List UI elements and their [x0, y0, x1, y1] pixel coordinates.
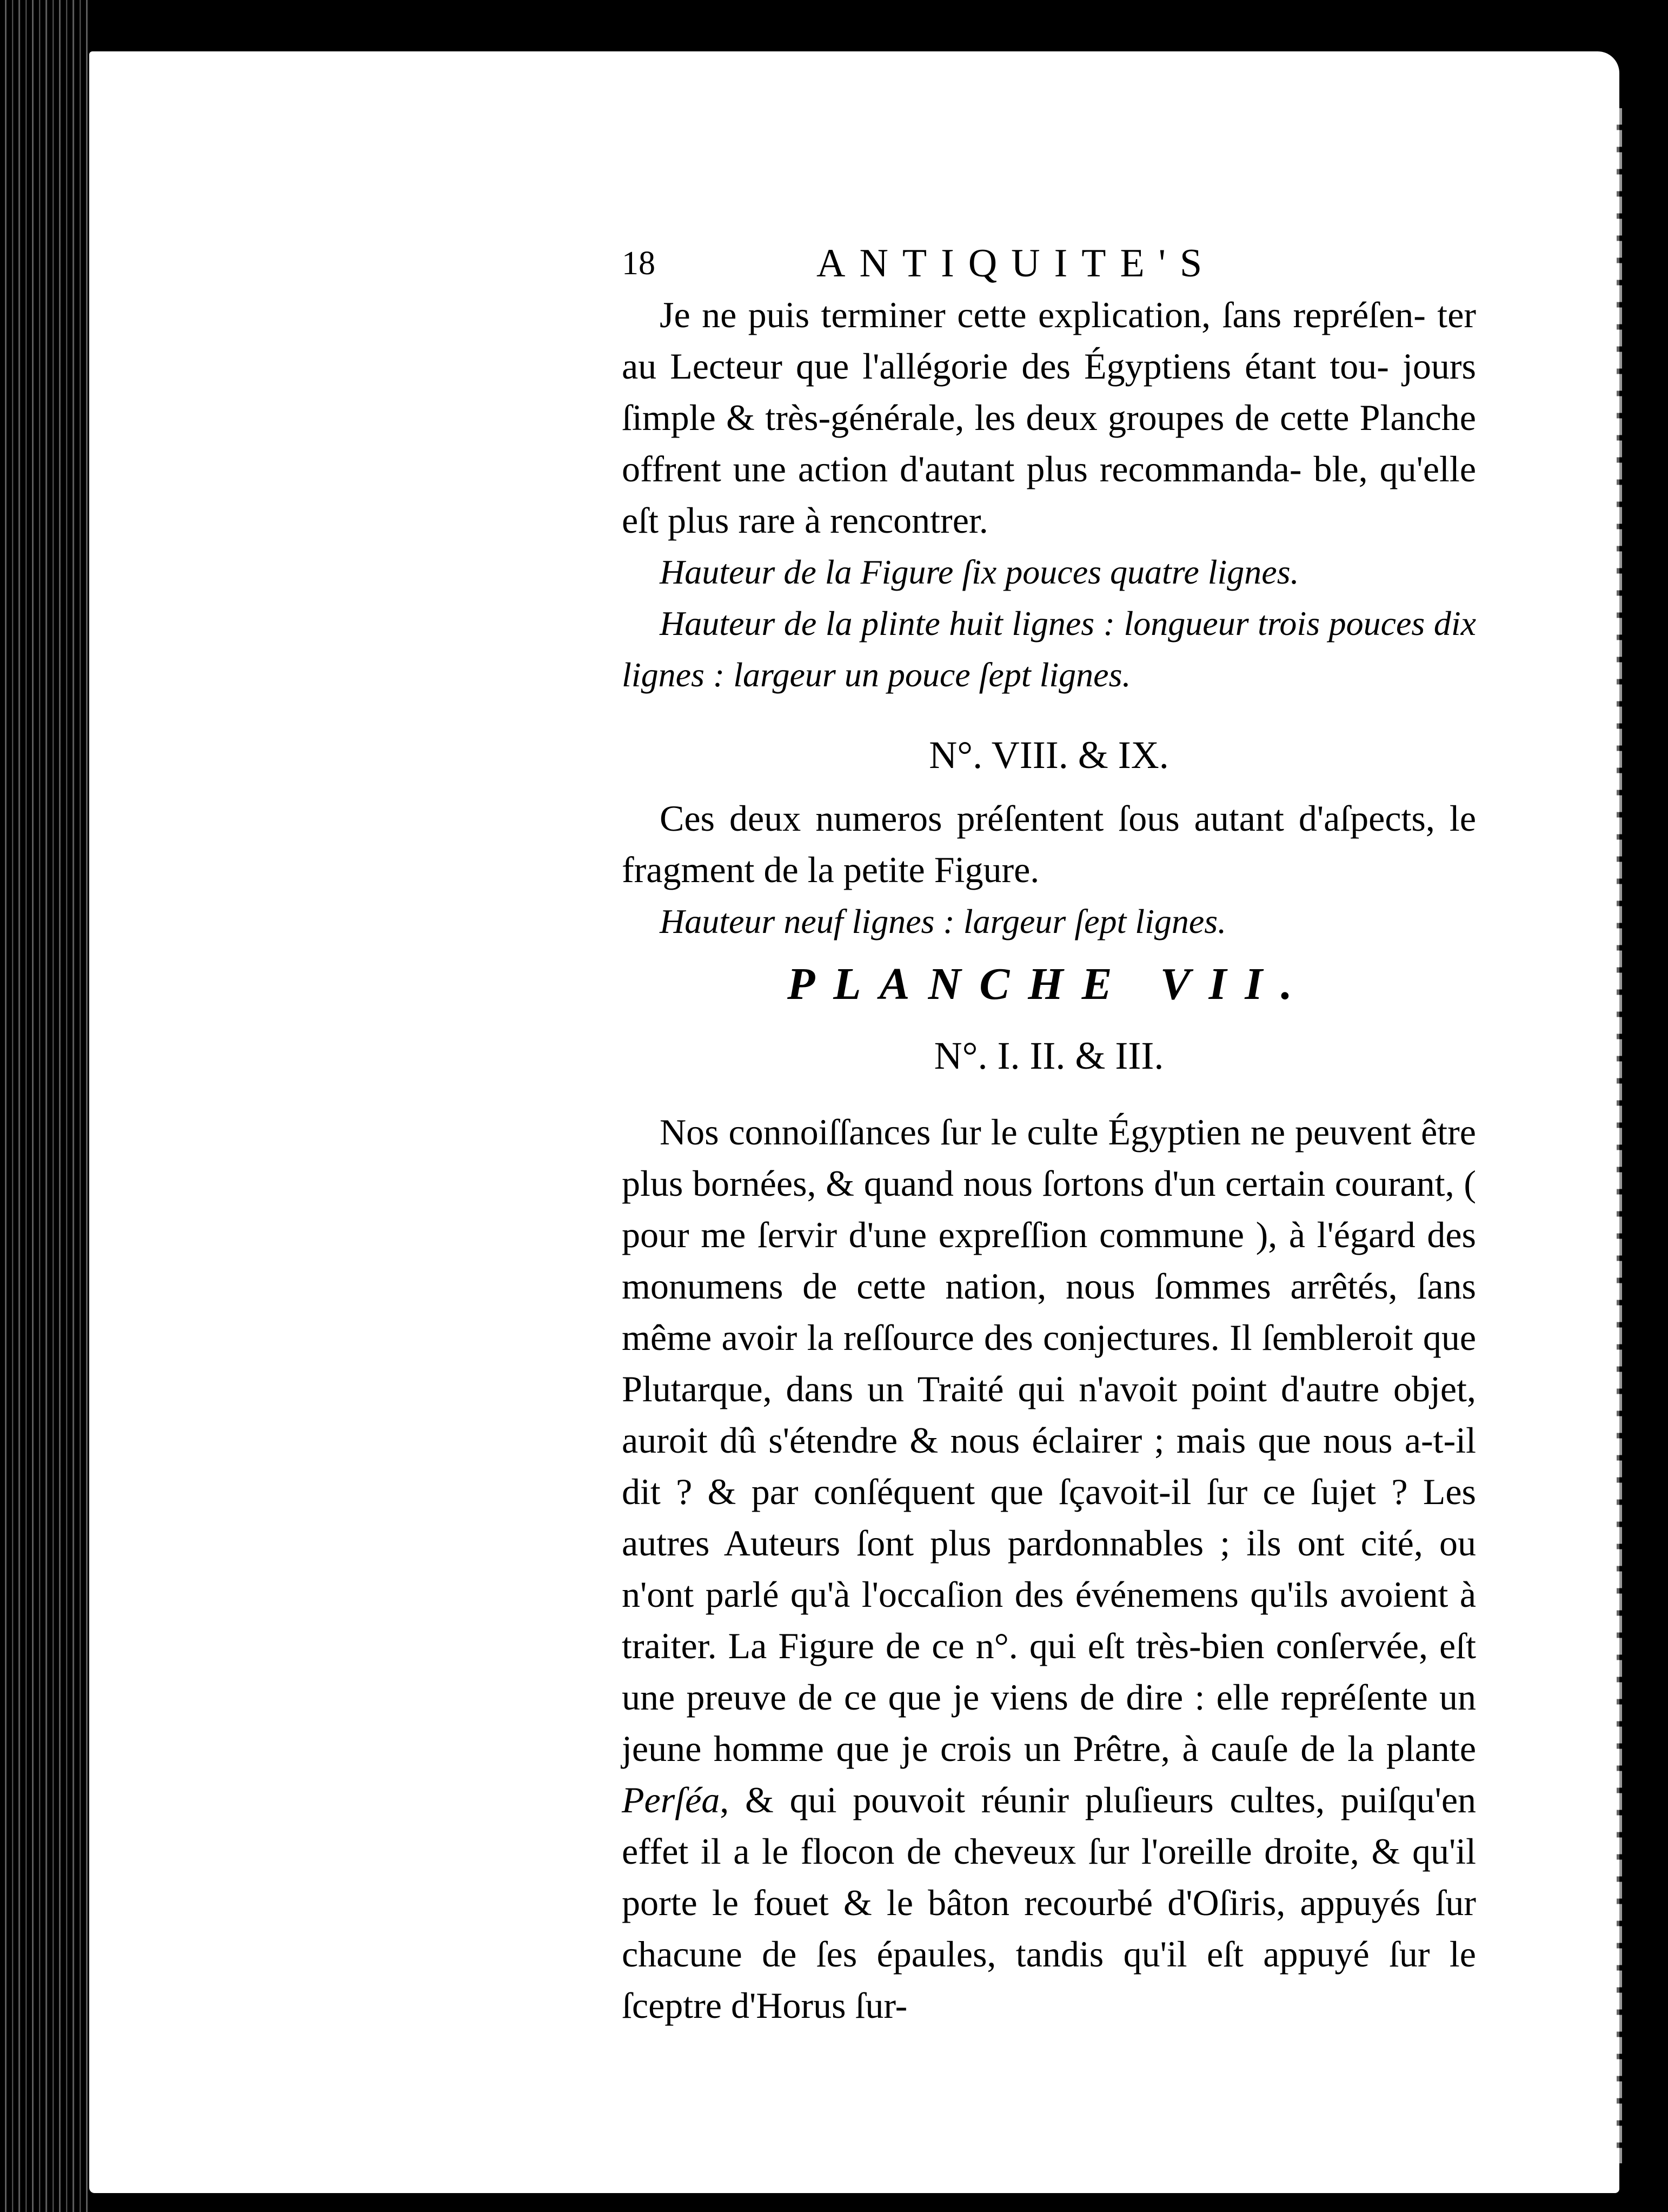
section-heading-i-ii-iii: N°. I. II. & III. — [934, 1034, 1164, 1077]
paragraph-line: ble, qu'elle eſt plus rare à rencontrer. — [622, 448, 1476, 541]
running-title: ANTIQUITE'S — [816, 241, 1217, 286]
figure-height-note: Hauteur de la Figure ſix pouces quatre lignes. — [660, 553, 1299, 591]
paragraph-text-continued: , & qui pouvoit réunir pluſieurs cultes, puiſqu'en effet il a le flocon de cheveux ſur l'oreille droite, & qu'il porte le fouet & le bâton recourbé d'Oſiris, appuyés ſur chacune de ſes épaules, tandis qu'il eſt appuyé ſur le ſceptre d'Horus ſur- — [622, 1779, 1476, 2026]
paragraph-text: Nos connoiſſances ſur le culte Égyptien ne peuvent être plus bornées, & quand nous ſortons d'un certain courant, ( pour me ſervir d'une expreſſion commune ), à l'égard des monumens de cette nation, nous ſommes arrêtés, ſans même avoir la reſſource des conjectures. Il ſembleroit que Plutarque, dans un Traité qui n'avoit point d'autre objet, auroit dû s'étendre & nous éclairer ; mais que nous a-t-il dit ? & par conſéquent que ſçavoit-il ſur ce ſujet ? Les autres Auteurs ſont plus pardonnables ; ils ont cité, ou n'ont parlé qu'à l'occaſion des événemens qu'ils avoient à traiter. La Figure de ce n°. qui eſt très-bien conſervée, eſt une preuve de ce que je viens de dire : elle repréſente un jeune homme que je crois un Prêtre, à cauſe de la plante — [622, 1111, 1476, 1769]
fragment-dimensions-note: Hauteur neuf lignes : largeur ſept lignes. — [660, 902, 1227, 941]
paragraph-egyptian-cult — [622, 1107, 1476, 2031]
scan-right-border — [1619, 0, 1668, 2212]
paragraph-line: Je ne puis terminer cette explication, ſans repréſen- — [660, 294, 1426, 335]
scan-left-border — [0, 0, 89, 2212]
section-heading-viii-ix: N°. VIII. & IX. — [929, 733, 1169, 777]
running-head — [622, 238, 1476, 289]
paragraph-line: ter au Lecteur que l'allégorie des Égyptiens étant tou- — [622, 294, 1477, 387]
plant-name: Perſéa — [622, 1779, 720, 1820]
scan-edge-streak — [1617, 108, 1622, 2163]
paragraph-explication — [622, 289, 1476, 546]
page-text-block — [622, 238, 1476, 2031]
paragraph-line: Planche offrent une action d'autant plus recommanda- — [622, 397, 1476, 489]
plate-title: PLANCHE VII. — [787, 959, 1311, 1009]
paragraph-fragment: Ces deux numeros préſentent ſous autant d'aſpects, le fragment de la petite Figure. — [622, 798, 1476, 890]
page-number: 18 — [622, 245, 655, 282]
plinth-dimensions-note: Hauteur de la plinte huit lignes : longueur trois pouces dix lignes : largeur un pouce ſept lignes. — [622, 604, 1476, 694]
paragraph-line: jours ſimple & très-générale, les deux groupes de cette — [622, 346, 1476, 438]
